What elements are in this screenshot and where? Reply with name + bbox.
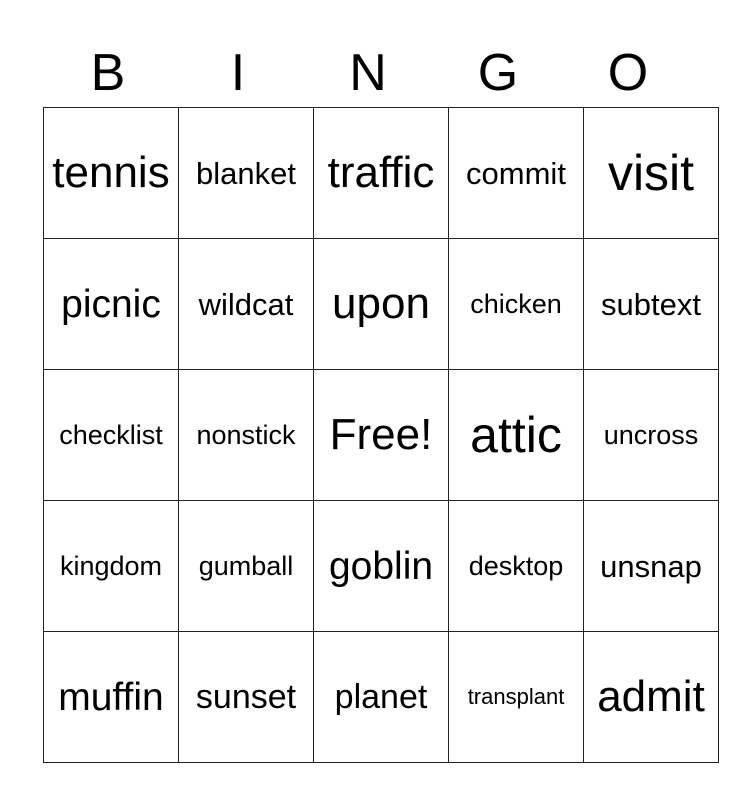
bingo-grid	[43, 107, 719, 763]
bingo-cell: blanket	[179, 108, 314, 239]
bingo-cell: upon	[314, 239, 449, 370]
bingo-cell: attic	[449, 370, 584, 501]
grid-row	[44, 632, 719, 763]
bingo-cell: goblin	[314, 501, 449, 632]
bingo-header	[43, 40, 693, 106]
bingo-cell: subtext	[584, 239, 719, 370]
bingo-cell: nonstick	[179, 370, 314, 501]
bingo-cell: admit	[584, 632, 719, 763]
bingo-cell: picnic	[44, 239, 179, 370]
bingo-cell: planet	[314, 632, 449, 763]
grid-row	[44, 108, 719, 239]
bingo-cell: commit	[449, 108, 584, 239]
bingo-cell: kingdom	[44, 501, 179, 632]
header-letter-i: I	[230, 44, 246, 102]
bingo-cell: gumball	[179, 501, 314, 632]
bingo-cell: uncross	[584, 370, 719, 501]
header-letter-b: B	[90, 44, 126, 102]
bingo-cell: visit	[584, 108, 719, 239]
header-letter-o: O	[607, 44, 649, 102]
bingo-cell: muffin	[44, 632, 179, 763]
header-letter-n: N	[349, 44, 387, 102]
bingo-cell: desktop	[449, 501, 584, 632]
grid-row	[44, 501, 719, 632]
bingo-cell: unsnap	[584, 501, 719, 632]
grid-row	[44, 370, 719, 501]
bingo-cell: chicken	[449, 239, 584, 370]
bingo-cell: sunset	[179, 632, 314, 763]
grid-row	[44, 239, 719, 370]
bingo-cell: traffic	[314, 108, 449, 239]
header-letter-g: G	[477, 44, 519, 102]
bingo-cell: transplant	[449, 632, 584, 763]
bingo-cell-free: Free!	[314, 370, 449, 501]
bingo-cell: tennis	[44, 108, 179, 239]
bingo-cell: checklist	[44, 370, 179, 501]
bingo-cell: wildcat	[179, 239, 314, 370]
